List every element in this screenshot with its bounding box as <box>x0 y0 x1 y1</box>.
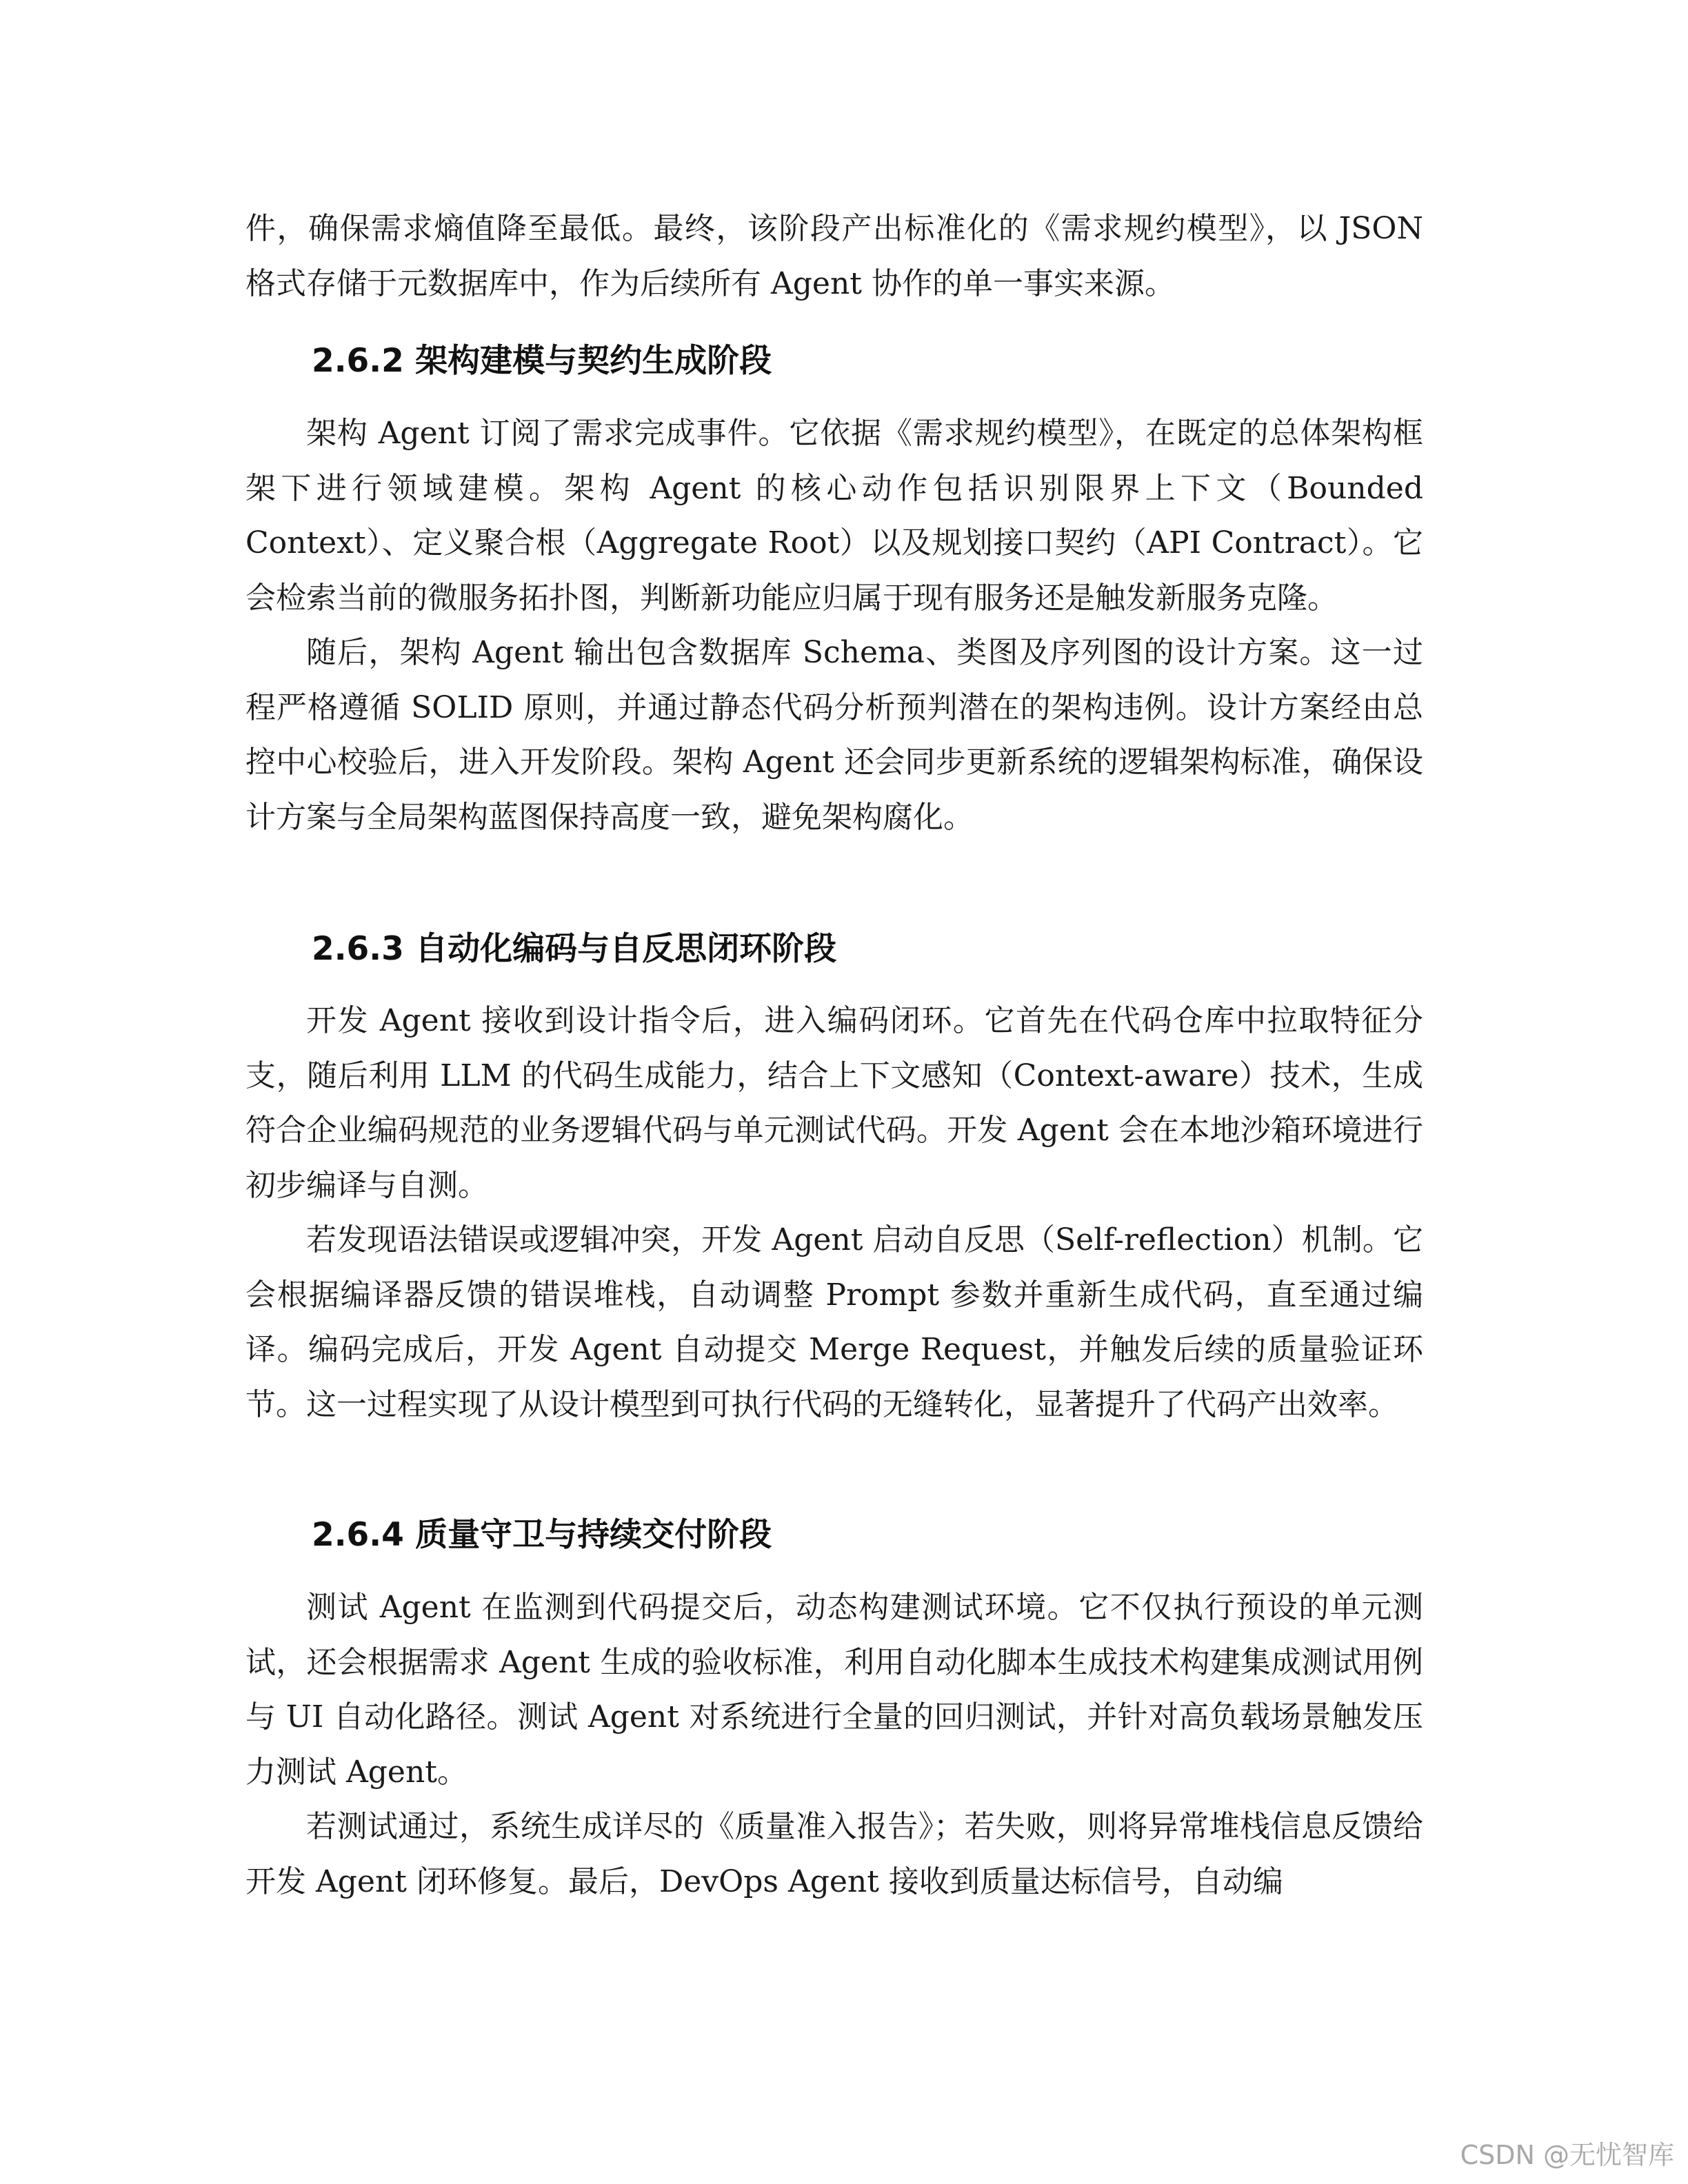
section-2-6-4-body <box>245 1580 1423 1909</box>
paragraph: 若测试通过，系统生成详尽的《质量准入报告》；若失败，则将异常堆栈信息反馈给开发 Agent 闭环修复。最后，DevOps Agent 接收到质量达标信号，自动编 <box>245 1809 1423 1899</box>
section-heading-2-6-4: 2.6.4 质量守卫与持续交付阶段 <box>312 1516 772 1554</box>
continuation-paragraph-block <box>245 201 1423 311</box>
csdn-watermark: CSDN @无忧智库 <box>1460 2140 1674 2170</box>
paragraph: 若发现语法错误或逻辑冲突，开发 Agent 启动自反思（Self-reflection）机制。它会根据编译器反馈的错误堆栈，自动调整 Prompt 参数并重新生成代码，直至通过编译。编码完成后，开发 Agent 自动提交 Merge Request，并触发后续的质量验证环节。这一过程实现了从设计模型到可执行代码的无缝转化，显著提升了代码产出效率。 <box>245 1222 1423 1422</box>
paragraph: 架构 Agent 订阅了需求完成事件。它依据《需求规约模型》，在既定的总体架构框架下进行领域建模。架构 Agent 的核心动作包括识别限界上下文（Bounded Context）、定义聚合根（Aggregate Root）以及规划接口契约（API Contract）。它会检索当前的微服务拓扑图，判断新功能应归属于现有服务还是触发新服务克隆。 <box>245 416 1423 616</box>
continuation-paragraph: 件，确保需求熵值降至最低。最终，该阶段产出标准化的《需求规约模型》，以 JSON 格式存储于元数据库中，作为后续所有 Agent 协作的单一事实来源。 <box>245 211 1423 301</box>
paragraph: 开发 Agent 接收到设计指令后，进入编码闭环。它首先在代码仓库中拉取特征分支，随后利用 LLM 的代码生成能力，结合上下文感知（Context-aware）技术，生成符合企业编码规范的业务逻辑代码与单元测试代码。开发 Agent 会在本地沙箱环境进行初步编译与自测。 <box>245 1003 1423 1203</box>
section-2-6-2-body <box>245 406 1423 845</box>
section-heading-2-6-3: 2.6.3 自动化编码与自反思闭环阶段 <box>312 930 837 968</box>
section-2-6-3-body <box>245 993 1423 1432</box>
paragraph: 测试 Agent 在监测到代码提交后，动态构建测试环境。它不仅执行预设的单元测试，还会根据需求 Agent 生成的验收标准，利用自动化脚本生成技术构建集成测试用例与 UI 自动化路径。测试 Agent 对系统进行全量的回归测试，并针对高负载场景触发压力测试 Agent。 <box>245 1590 1423 1790</box>
paragraph: 随后，架构 Agent 输出包含数据库 Schema、类图及序列图的设计方案。这一过程严格遵循 SOLID 原则，并通过静态代码分析预判潜在的架构违例。设计方案经由总控中心校验后，进入开发阶段。架构 Agent 还会同步更新系统的逻辑架构标准，确保设计方案与全局架构蓝图保持高度一致，避免架构腐化。 <box>245 635 1423 835</box>
section-heading-2-6-2: 2.6.2 架构建模与契约生成阶段 <box>312 342 772 380</box>
